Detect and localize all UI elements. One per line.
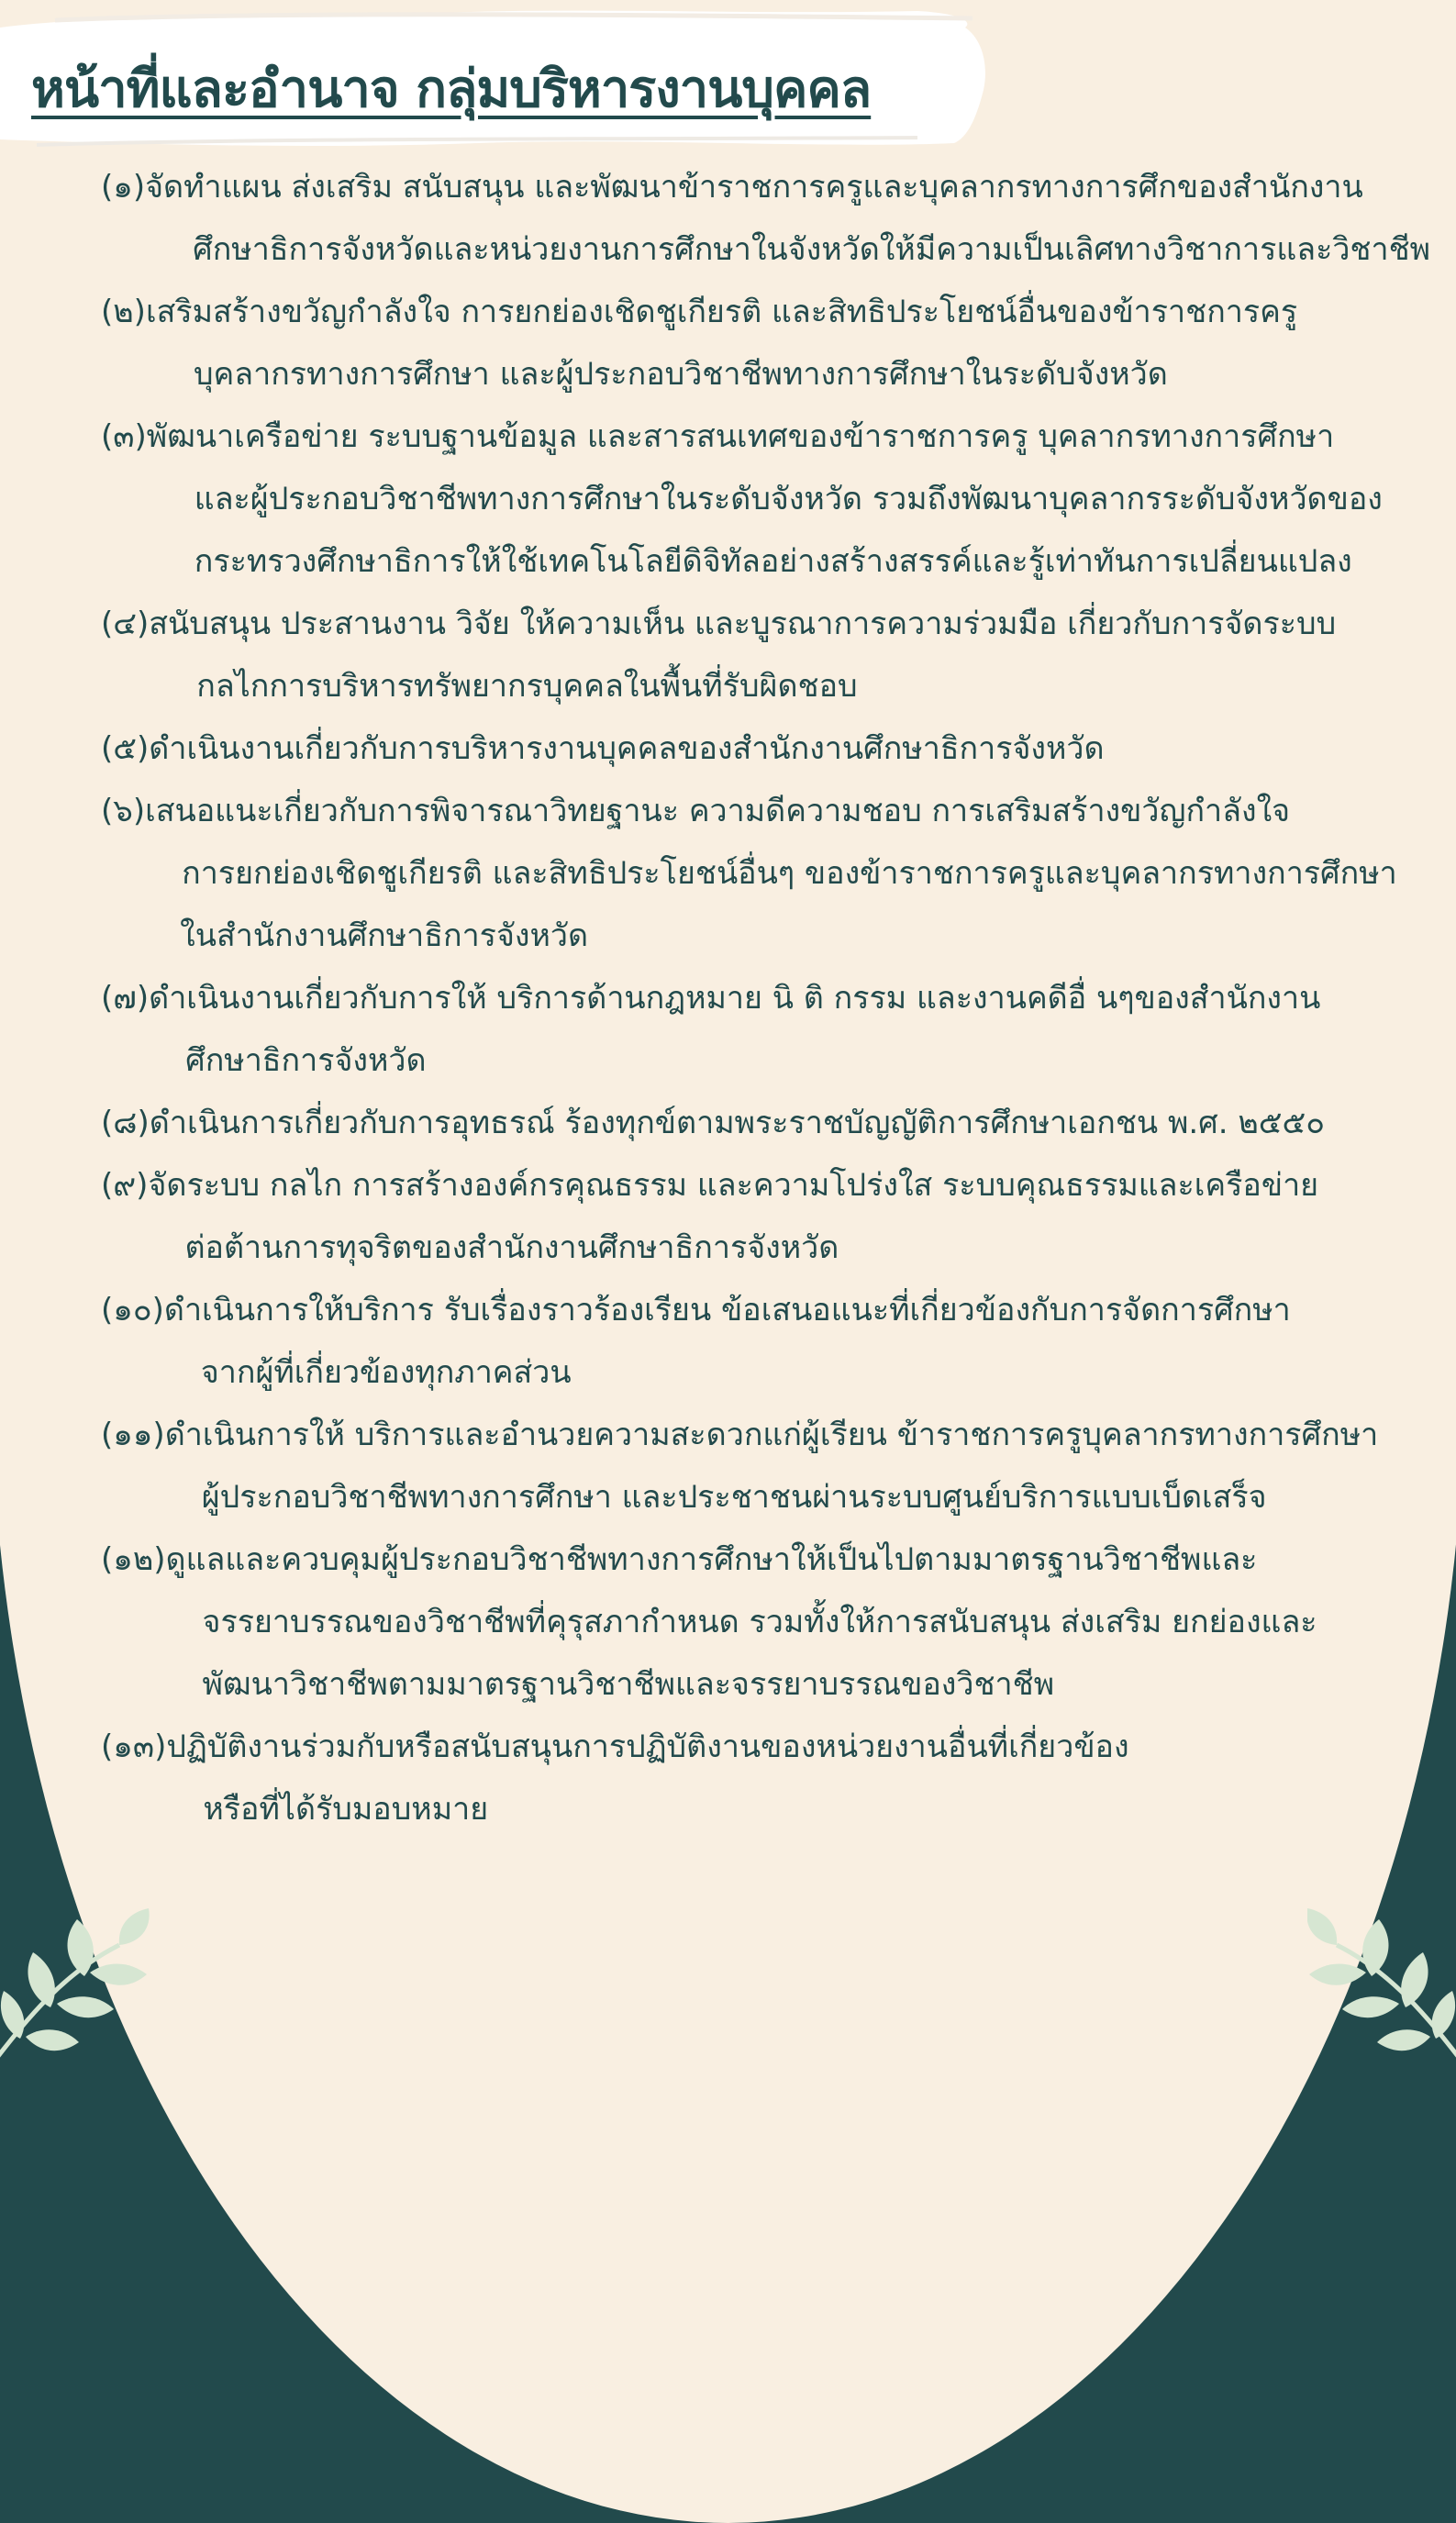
list-item: [101, 1279, 1404, 1404]
item-number: (๖): [101, 793, 146, 829]
item-line: ดูแลและควบคุมผู้ประกอบวิชาชีพทางการศึกษาให้เป็นไปตามมาตรฐานวิชาชีพและ: [165, 1541, 1258, 1578]
item-line: กลไกการบริหารทรัพยากรบุคคลในพื้นที่รับผิดชอบ: [196, 668, 858, 705]
item-number: (๕): [101, 730, 150, 767]
item-line: กระทรวงศึกษาธิการให้ใช้เทคโนโลยีดิจิทัลอย่างสร้างสรรค์และรู้เท่าทันการเปลี่ยนแปลง: [194, 543, 1352, 580]
item-line: ดำเนินงานเกี่ยวกับการบริหารงานบุคคลของสำนักงานศึกษาธิการจังหวัด: [149, 730, 1105, 767]
item-text: [165, 1404, 1404, 1528]
item-text: [148, 1154, 1404, 1279]
item-number: (๑): [101, 169, 146, 206]
item-number: (๙): [101, 1167, 149, 1204]
list-item: [101, 967, 1404, 1092]
item-number: (๑๐): [101, 1292, 164, 1328]
item-line: ในสำนักงานศึกษาธิการจังหวัด: [180, 917, 589, 954]
item-line: ศึกษาธิการจังหวัดและหน่วยงานการศึกษาในจังหวัดให้มีความเป็นเลิศทางวิชาการและวิชาชีพ: [193, 231, 1431, 268]
item-line: พัฒนาวิชาชีพตามมาตรฐานวิชาชีพและจรรยาบรรณของวิชาชีพ: [202, 1666, 1055, 1703]
item-line: บุคลากรทางการศึกษา และผู้ประกอบวิชาชีพทางการศึกษาในระดับจังหวัด: [193, 356, 1168, 393]
item-number: (๑๒): [101, 1541, 166, 1578]
item-line: ดำเนินการให้บริการ รับเรื่องราวร้องเรียน ข้อเสนอแนะที่เกี่ยวข้องกับการจัดการศึกษา: [163, 1292, 1291, 1328]
item-number: (๒): [101, 294, 146, 330]
item-line: พัฒนาเครือข่าย ระบบฐานข้อมูล และสารสนเทศของข้าราชการครู บุคลากรทางการศึกษา: [146, 418, 1335, 455]
list-item: [101, 593, 1404, 717]
item-line: จรรยาบรรณของวิชาชีพที่คุรุสภากำหนด รวมทั้งให้การสนับสนุน ส่งเสริม ยกย่องและ: [202, 1604, 1317, 1640]
item-text: [149, 717, 1404, 780]
item-number: (๔): [101, 606, 150, 642]
item-number: (๘): [101, 1105, 150, 1141]
list-item: [101, 1154, 1404, 1279]
item-line: เสนอแนะเกี่ยวกับการพิจารณาวิทยฐานะ ความดีความชอบ การเสริมสร้างขวัญกำลังใจ: [145, 793, 1291, 829]
item-line: จากผู้ที่เกี่ยวข้องทุกภาคส่วน: [200, 1354, 572, 1391]
item-line: ผู้ประกอบวิชาชีพทางการศึกษา และประชาชนผ่านระบบศูนย์บริการแบบเบ็ดเสร็จ: [201, 1479, 1267, 1516]
list-item: [101, 717, 1404, 780]
list-item: [101, 780, 1404, 967]
item-line: จัดทำแผน ส่งเสริม สนับสนุน และพัฒนาข้าราชการครูและบุคลากรทางการศึกของสำนักงาน: [145, 169, 1363, 206]
list-item: [101, 1528, 1404, 1716]
list-item: [101, 281, 1404, 406]
list-item: [101, 1092, 1404, 1154]
page-title: หน้าที่และอำนาจ กลุ่มบริหารงานบุคคล: [31, 60, 872, 119]
item-text: [150, 1092, 1404, 1154]
list-item: [101, 1716, 1404, 1840]
item-text: [149, 593, 1404, 717]
item-line: จัดระบบ กลไก การสร้างองค์กรคุณธรรม และความโปร่งใส ระบบคุณธรรมและเครือข่าย: [148, 1167, 1319, 1204]
leaf-branch-icon: [0, 1908, 156, 2060]
item-text: [166, 1716, 1404, 1840]
item-line: ศึกษาธิการจังหวัด: [185, 1042, 427, 1079]
item-text: [145, 780, 1404, 967]
item-line: สนับสนุน ประสานงาน วิจัย ให้ความเห็น และบูรณาการความร่วมมือ เกี่ยวกับการจัดระบบ: [149, 606, 1337, 642]
item-text: [145, 156, 1430, 281]
item-text: [146, 281, 1404, 406]
item-number: (๗): [101, 980, 150, 1017]
item-text: [164, 1279, 1404, 1404]
duties-list: [101, 156, 1431, 1840]
list-item: [101, 1404, 1404, 1528]
item-line: และผู้ประกอบวิชาชีพทางการศึกษาในระดับจังหวัด รวมถึงพัฒนาบุคลากรระดับจังหวัดของ: [194, 481, 1383, 517]
item-number: (๑๓): [101, 1728, 167, 1765]
item-text: [147, 406, 1404, 593]
item-line: การยกย่องเชิดชูเกียรติ และสิทธิประโยชน์อื่นๆ ของข้าราชการครูและบุคลากรทางการศึกษา: [182, 855, 1397, 892]
item-line: ต่อต้านการทุจริตของสำนักงานศึกษาธิการจังหวัด: [184, 1229, 839, 1266]
item-text: [149, 967, 1404, 1092]
item-line: ดำเนินการให้ บริการและอำนวยความสะดวกแก่ผู้เรียน ข้าราชการครูบุคลากรทางการศึกษา: [164, 1417, 1379, 1453]
item-line: ดำเนินการเกี่ยวกับการอุทธรณ์ ร้องทุกข์ตามพระราชบัญญัติการศึกษาเอกชน พ.ศ. ๒๕๕๐: [149, 1105, 1325, 1141]
item-number: (๓): [101, 418, 147, 455]
item-line: เสริมสร้างขวัญกำลังใจ การยกย่องเชิดชูเกียรติ และสิทธิประโยชน์อื่นของข้าราชการครู: [145, 294, 1298, 330]
item-line: หรือที่ได้รับมอบหมาย: [203, 1791, 489, 1828]
item-line: ดำเนินงานเกี่ยวกับการให้ บริการด้านกฎหมาย นิ ติ กรรม และงานคดีอื่ นๆของสำนักงาน: [149, 980, 1321, 1017]
item-number: (๑๑): [101, 1417, 165, 1453]
item-text: [166, 1528, 1404, 1716]
list-item: [101, 156, 1431, 281]
item-line: ปฏิบัติงานร่วมกับหรือสนับสนุนการปฏิบัติงานของหน่วยงานอื่นที่เกี่ยวข้อง: [166, 1728, 1129, 1765]
leaf-branch-icon: [1307, 1908, 1456, 2060]
list-item: [101, 406, 1404, 593]
